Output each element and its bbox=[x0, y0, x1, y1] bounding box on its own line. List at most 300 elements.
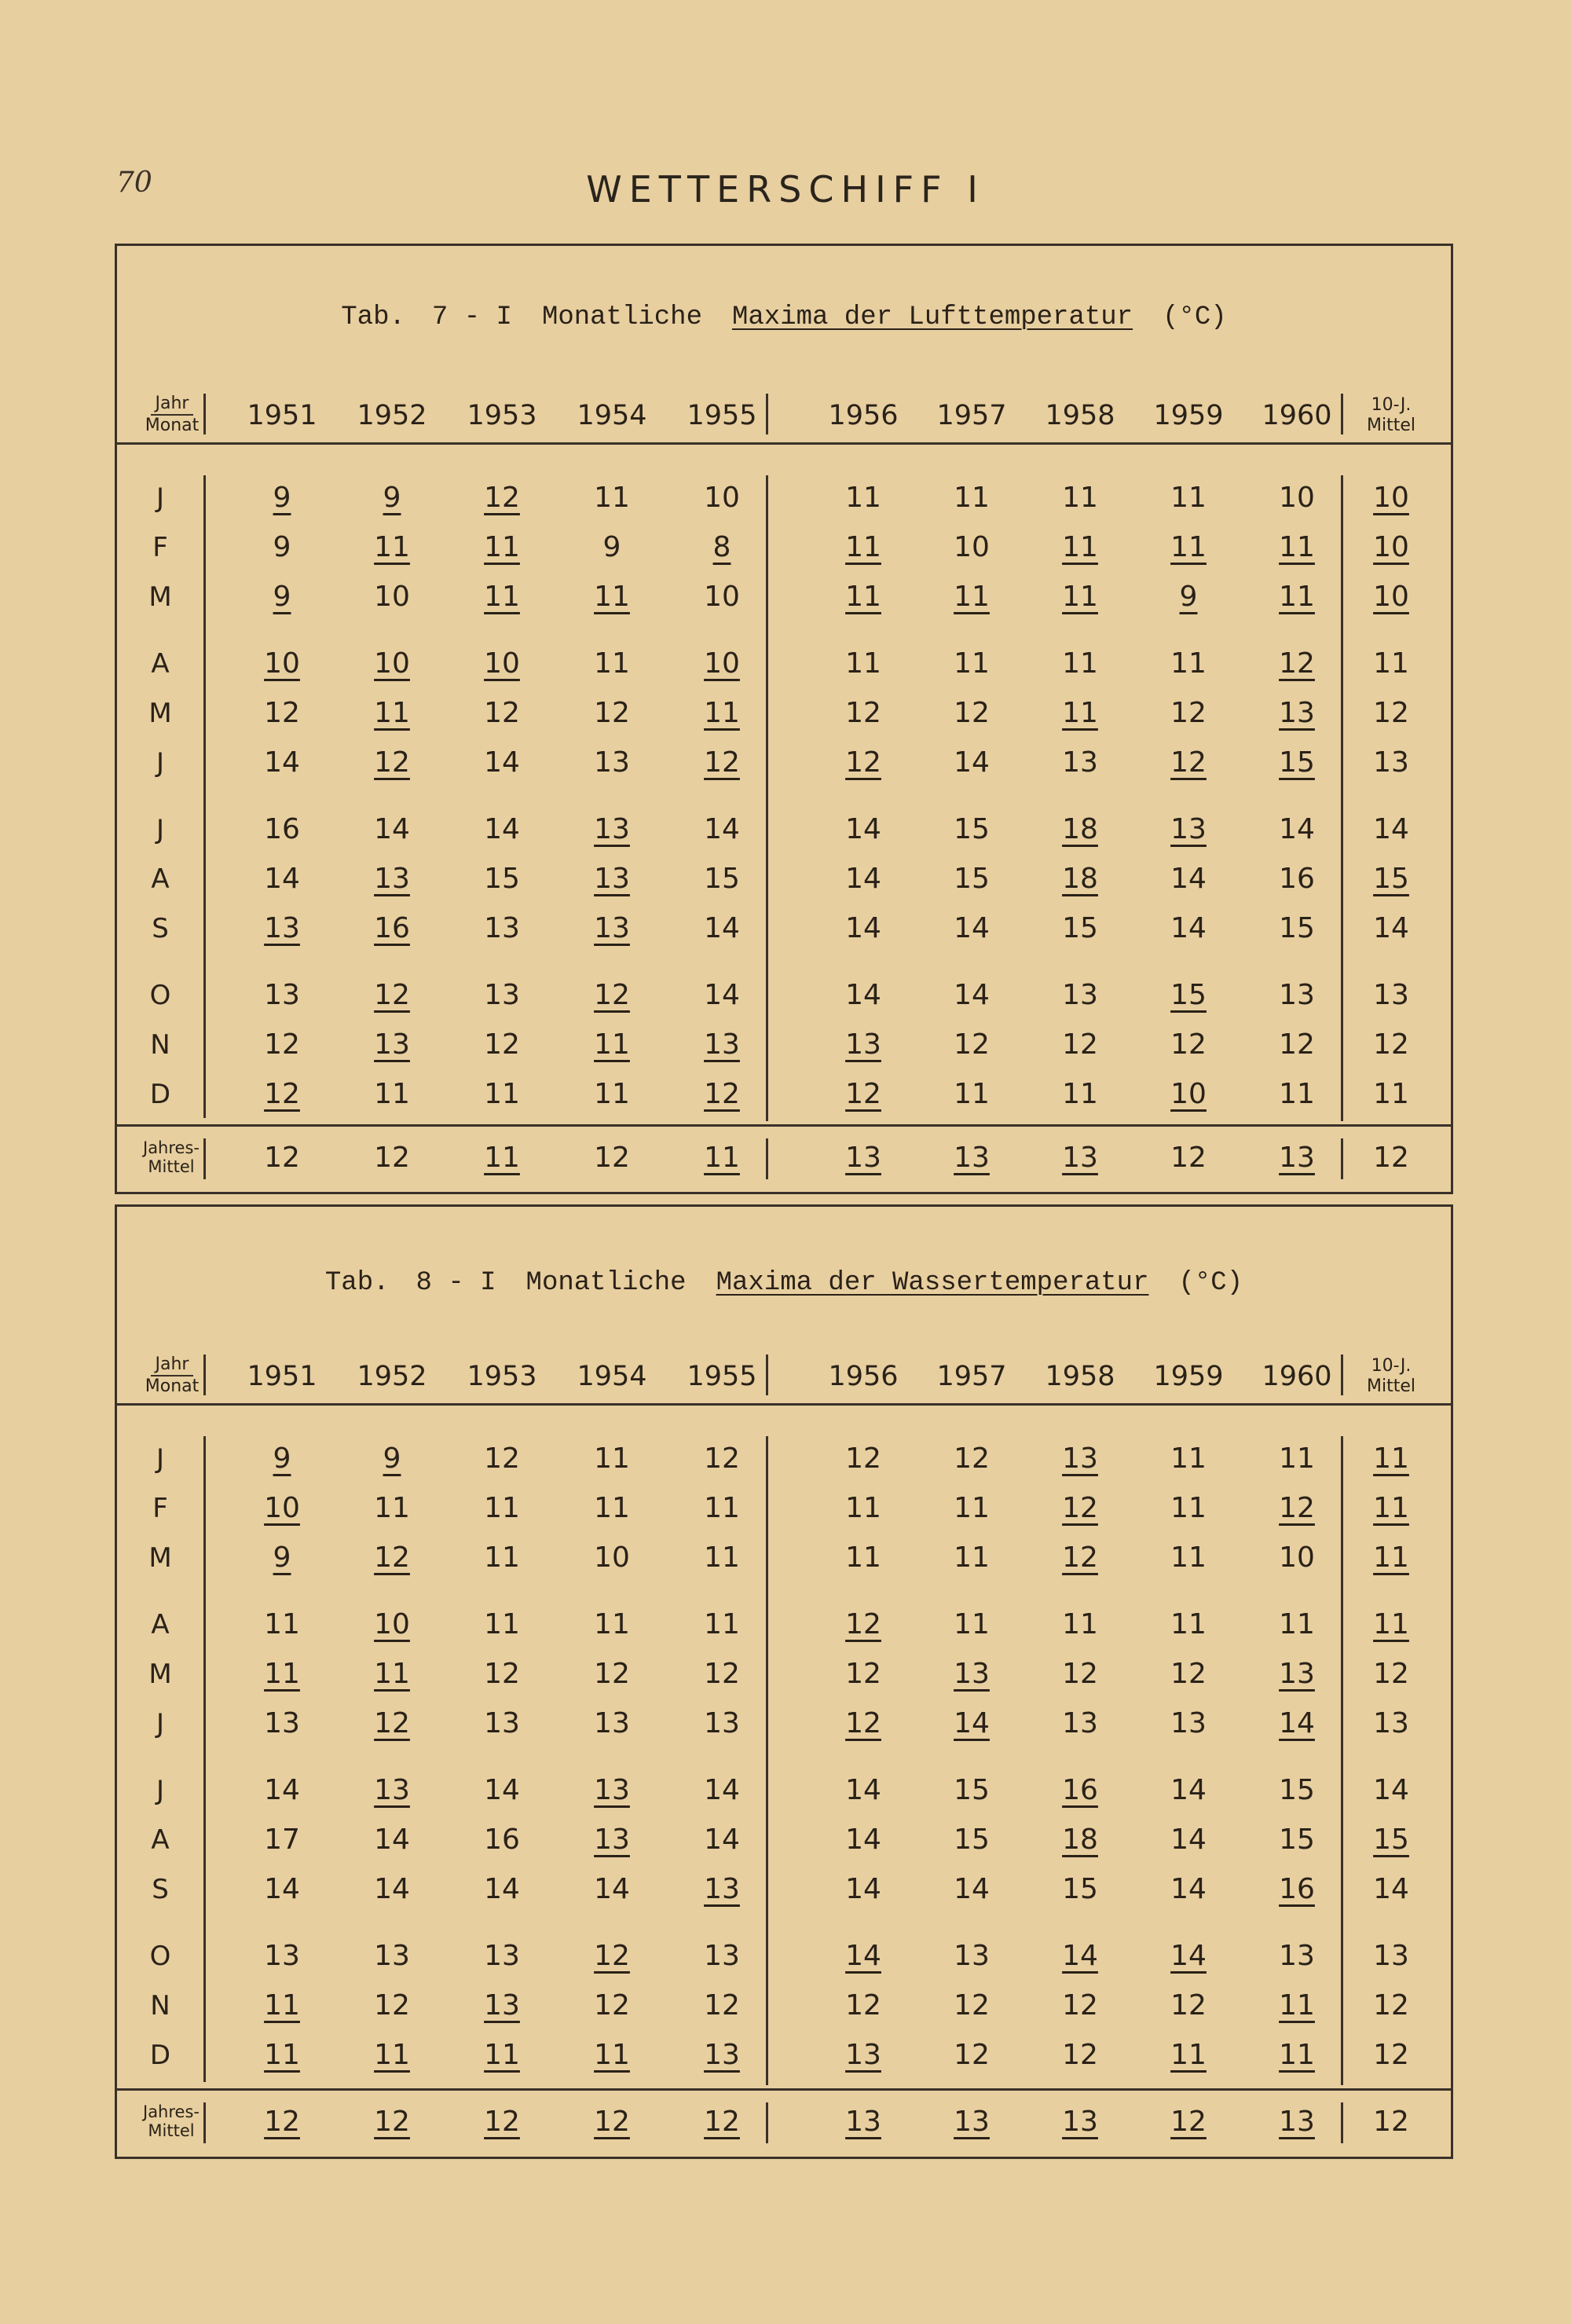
year-header-row bbox=[117, 1353, 1451, 1400]
annual-mean-value: 13 bbox=[1279, 2106, 1315, 2138]
caption-unit: (°C) bbox=[1163, 302, 1227, 332]
value-cell: 11 bbox=[374, 1492, 410, 1524]
value-cell: 11 bbox=[845, 581, 881, 613]
value-cell: 14 bbox=[1170, 1824, 1207, 1856]
table-row bbox=[117, 1484, 1451, 1533]
value-cell: 13 bbox=[374, 1940, 410, 1972]
month-label: A bbox=[151, 863, 170, 895]
value-cell: 11 bbox=[594, 2039, 630, 2071]
value-cell: 11 bbox=[704, 1541, 740, 1574]
value-cell: 11 bbox=[264, 1658, 300, 1690]
value-cell: 11 bbox=[1170, 2039, 1207, 2071]
header-rule bbox=[117, 442, 1451, 445]
value-cell: 11 bbox=[1279, 581, 1315, 613]
month-label: M bbox=[148, 1542, 172, 1574]
value-cell: 10 bbox=[704, 581, 740, 613]
header-monat: Monat bbox=[145, 1376, 200, 1396]
table-row bbox=[117, 1699, 1451, 1748]
value-cell: 11 bbox=[374, 2039, 410, 2071]
value-cell: 14 bbox=[704, 912, 740, 944]
month-label: O bbox=[149, 1941, 171, 1972]
value-cell: 13 bbox=[594, 912, 630, 944]
value-cell: 11 bbox=[594, 581, 630, 613]
value-cell: 13 bbox=[594, 1824, 630, 1856]
month-label: J bbox=[156, 1775, 165, 1806]
year-header: 1958 bbox=[1045, 1361, 1115, 1392]
value-cell: 11 bbox=[954, 1608, 990, 1640]
month-label: A bbox=[151, 1824, 170, 1856]
value-cell: 11 bbox=[594, 1442, 630, 1475]
value-cell: 12 bbox=[1062, 1492, 1098, 1524]
value-cell: 18 bbox=[1062, 1824, 1098, 1856]
annual-mean-value: 13 bbox=[1279, 1142, 1315, 1174]
value-cell: 13 bbox=[594, 1707, 630, 1739]
value-cell: 14 bbox=[1279, 1707, 1315, 1739]
value-cell: 14 bbox=[594, 1873, 630, 1905]
value-cell: 11 bbox=[1170, 1442, 1207, 1475]
value-cell: 14 bbox=[704, 1824, 740, 1856]
value-cell: 11 bbox=[1170, 531, 1207, 563]
table-row bbox=[117, 573, 1451, 621]
value-cell: 14 bbox=[264, 1774, 300, 1806]
value-cell: 11 bbox=[374, 531, 410, 563]
table-row bbox=[117, 904, 1451, 953]
value-cell: 11 bbox=[484, 2039, 520, 2071]
value-cell: 14 bbox=[845, 1824, 881, 1856]
table-7-panel bbox=[115, 244, 1453, 1194]
year-header: 1959 bbox=[1153, 1361, 1224, 1392]
mean-cell: 11 bbox=[1373, 647, 1409, 680]
mean-cell: 13 bbox=[1373, 746, 1409, 779]
mean-cell: 13 bbox=[1373, 1940, 1409, 1972]
value-cell: 10 bbox=[954, 531, 990, 563]
value-cell: 12 bbox=[1062, 1658, 1098, 1690]
month-label: S bbox=[152, 1874, 169, 1905]
annual-mean-value: 13 bbox=[954, 1142, 990, 1174]
value-cell: 12 bbox=[1170, 1658, 1207, 1690]
value-cell: 11 bbox=[1279, 1442, 1315, 1475]
month-label: J bbox=[156, 1443, 165, 1475]
value-cell: 12 bbox=[704, 1442, 740, 1475]
value-cell: 15 bbox=[484, 863, 520, 895]
value-cell: 12 bbox=[1279, 1492, 1315, 1524]
mean-cell: 11 bbox=[1373, 1608, 1409, 1640]
value-cell: 11 bbox=[1062, 581, 1098, 613]
value-cell: 13 bbox=[1279, 1658, 1315, 1690]
value-cell: 9 bbox=[273, 482, 291, 514]
value-cell: 11 bbox=[1062, 531, 1098, 563]
value-cell: 15 bbox=[1279, 1774, 1315, 1806]
table-row bbox=[117, 855, 1451, 904]
value-cell: 11 bbox=[484, 1492, 520, 1524]
value-cell: 11 bbox=[264, 1608, 300, 1640]
value-cell: 11 bbox=[594, 647, 630, 680]
value-cell: 11 bbox=[484, 581, 520, 613]
value-cell: 13 bbox=[484, 1989, 520, 2022]
value-cell: 14 bbox=[845, 813, 881, 845]
value-cell: 14 bbox=[1170, 1873, 1207, 1905]
value-cell: 9 bbox=[273, 1442, 291, 1475]
year-header: 1956 bbox=[828, 400, 899, 431]
year-header: 1954 bbox=[577, 400, 647, 431]
value-cell: 11 bbox=[484, 531, 520, 563]
table-row bbox=[117, 1865, 1451, 1914]
mean-header-line2: Mittel bbox=[1367, 416, 1415, 435]
value-cell: 14 bbox=[704, 813, 740, 845]
value-cell: 13 bbox=[1062, 979, 1098, 1011]
value-cell: 14 bbox=[1170, 1774, 1207, 1806]
value-cell: 12 bbox=[845, 697, 881, 729]
value-cell: 13 bbox=[704, 1028, 740, 1061]
month-label: M bbox=[148, 1659, 172, 1690]
month-label: F bbox=[152, 1493, 168, 1524]
value-cell: 10 bbox=[484, 647, 520, 680]
year-header-row bbox=[117, 392, 1451, 439]
value-cell: 14 bbox=[484, 1774, 520, 1806]
value-cell: 15 bbox=[1062, 1873, 1098, 1905]
value-cell: 12 bbox=[374, 979, 410, 1011]
header-jahr: Jahr bbox=[151, 1354, 194, 1376]
value-cell: 13 bbox=[374, 1028, 410, 1061]
value-cell: 13 bbox=[484, 912, 520, 944]
value-cell: 12 bbox=[954, 1989, 990, 2022]
caption-number: 7 - I bbox=[431, 302, 512, 332]
mean-cell: 12 bbox=[1373, 1028, 1409, 1061]
value-cell: 12 bbox=[845, 1442, 881, 1475]
value-cell: 12 bbox=[374, 1541, 410, 1574]
month-label: N bbox=[150, 1029, 170, 1061]
value-cell: 14 bbox=[954, 1707, 990, 1739]
value-cell: 10 bbox=[1279, 482, 1315, 514]
value-cell: 13 bbox=[954, 1940, 990, 1972]
value-cell: 16 bbox=[264, 813, 300, 845]
value-cell: 12 bbox=[954, 1442, 990, 1475]
value-cell: 9 bbox=[383, 1442, 401, 1475]
value-cell: 12 bbox=[1170, 746, 1207, 779]
value-cell: 12 bbox=[1279, 647, 1315, 680]
value-cell: 11 bbox=[954, 581, 990, 613]
annual-mean-value: 13 bbox=[1062, 1142, 1098, 1174]
value-cell: 12 bbox=[264, 697, 300, 729]
value-cell: 12 bbox=[1062, 1541, 1098, 1574]
month-label: O bbox=[149, 980, 171, 1011]
mean-cell: 15 bbox=[1373, 1824, 1409, 1856]
table-caption bbox=[117, 302, 1451, 332]
value-cell: 15 bbox=[1279, 746, 1315, 779]
value-cell: 10 bbox=[594, 1541, 630, 1574]
value-cell: 11 bbox=[594, 482, 630, 514]
footer-rule bbox=[117, 1124, 1451, 1127]
month-label: F bbox=[152, 532, 168, 563]
month-label: S bbox=[152, 913, 169, 944]
value-cell: 12 bbox=[1170, 697, 1207, 729]
value-cell: 10 bbox=[374, 647, 410, 680]
value-cell: 11 bbox=[1062, 482, 1098, 514]
value-cell: 15 bbox=[1170, 979, 1207, 1011]
caption-prefix: Monatliche bbox=[541, 302, 702, 332]
table-row bbox=[117, 805, 1451, 854]
table-row bbox=[117, 1981, 1451, 2030]
mean-cell: 14 bbox=[1373, 1774, 1409, 1806]
annual-mean-value: 12 bbox=[264, 1142, 300, 1174]
table-row bbox=[117, 640, 1451, 688]
value-cell: 12 bbox=[1279, 1028, 1315, 1061]
table-row bbox=[117, 689, 1451, 738]
value-cell: 12 bbox=[484, 1442, 520, 1475]
value-cell: 15 bbox=[954, 1774, 990, 1806]
value-cell: 13 bbox=[264, 1940, 300, 1972]
year-header: 1951 bbox=[247, 400, 317, 431]
value-cell: 13 bbox=[704, 1940, 740, 1972]
year-header: 1953 bbox=[467, 400, 537, 431]
value-cell: 12 bbox=[594, 1989, 630, 2022]
mean-cell: 10 bbox=[1373, 531, 1409, 563]
value-cell: 12 bbox=[594, 1940, 630, 1972]
value-cell: 14 bbox=[845, 863, 881, 895]
value-cell: 11 bbox=[845, 647, 881, 680]
value-cell: 11 bbox=[954, 1541, 990, 1574]
value-cell: 11 bbox=[594, 1028, 630, 1061]
value-cell: 12 bbox=[264, 1028, 300, 1061]
value-cell: 16 bbox=[484, 1824, 520, 1856]
mean-header-line2: Mittel bbox=[1367, 1376, 1415, 1396]
value-cell: 10 bbox=[1170, 1078, 1207, 1110]
value-cell: 12 bbox=[484, 697, 520, 729]
value-cell: 10 bbox=[264, 1492, 300, 1524]
value-cell: 11 bbox=[484, 1078, 520, 1110]
annual-mean-value: 12 bbox=[1373, 2106, 1409, 2138]
year-header: 1956 bbox=[828, 1361, 899, 1392]
value-cell: 12 bbox=[845, 1608, 881, 1640]
value-cell: 12 bbox=[954, 1028, 990, 1061]
value-cell: 13 bbox=[594, 813, 630, 845]
table-row bbox=[117, 739, 1451, 787]
annual-mean-value: 12 bbox=[1170, 2106, 1207, 2138]
value-cell: 10 bbox=[374, 1608, 410, 1640]
annual-mean-row bbox=[117, 1134, 1451, 1182]
value-cell: 10 bbox=[1279, 1541, 1315, 1574]
annual-mean-label-line1: Jahres- bbox=[143, 2102, 200, 2121]
value-cell: 12 bbox=[594, 697, 630, 729]
month-label: D bbox=[149, 1079, 171, 1110]
value-cell: 11 bbox=[1170, 647, 1207, 680]
value-cell: 14 bbox=[845, 1774, 881, 1806]
value-cell: 12 bbox=[845, 746, 881, 779]
value-cell: 13 bbox=[594, 1774, 630, 1806]
year-header: 1953 bbox=[467, 1361, 537, 1392]
value-cell: 14 bbox=[1279, 813, 1315, 845]
caption-subject: Maxima der Wassertemperatur bbox=[716, 1268, 1149, 1298]
value-cell: 14 bbox=[374, 1873, 410, 1905]
value-cell: 13 bbox=[1279, 1940, 1315, 1972]
annual-mean-value: 11 bbox=[704, 1142, 740, 1174]
annual-mean-value: 12 bbox=[374, 2106, 410, 2138]
value-cell: 11 bbox=[484, 1541, 520, 1574]
annual-mean-value: 12 bbox=[594, 2106, 630, 2138]
value-cell: 15 bbox=[954, 863, 990, 895]
mean-cell: 11 bbox=[1373, 1492, 1409, 1524]
value-cell: 9 bbox=[273, 1541, 291, 1574]
value-cell: 16 bbox=[1279, 1873, 1315, 1905]
value-cell: 12 bbox=[264, 1078, 300, 1110]
value-cell: 13 bbox=[594, 863, 630, 895]
value-cell: 11 bbox=[594, 1078, 630, 1110]
annual-mean-value: 12 bbox=[1170, 1142, 1207, 1174]
mean-cell: 11 bbox=[1373, 1078, 1409, 1110]
header-rule bbox=[117, 1403, 1451, 1406]
value-cell: 14 bbox=[954, 979, 990, 1011]
value-cell: 16 bbox=[374, 912, 410, 944]
month-label: J bbox=[156, 814, 165, 845]
value-cell: 12 bbox=[845, 1989, 881, 2022]
value-cell: 12 bbox=[704, 1658, 740, 1690]
year-header: 1960 bbox=[1262, 400, 1332, 431]
mean-cell: 12 bbox=[1373, 1989, 1409, 2022]
value-cell: 11 bbox=[845, 482, 881, 514]
table-row bbox=[117, 523, 1451, 572]
value-cell: 12 bbox=[845, 1658, 881, 1690]
value-cell: 9 bbox=[383, 482, 401, 514]
value-cell: 12 bbox=[374, 746, 410, 779]
value-cell: 12 bbox=[594, 1658, 630, 1690]
value-cell: 12 bbox=[704, 1989, 740, 2022]
value-cell: 8 bbox=[712, 531, 731, 563]
value-cell: 14 bbox=[845, 1940, 881, 1972]
value-cell: 14 bbox=[264, 863, 300, 895]
table-row bbox=[117, 1766, 1451, 1815]
value-cell: 13 bbox=[845, 2039, 881, 2071]
value-cell: 11 bbox=[1170, 1608, 1207, 1640]
value-cell: 13 bbox=[264, 912, 300, 944]
table-row bbox=[117, 1070, 1451, 1119]
mean-cell: 10 bbox=[1373, 581, 1409, 613]
value-cell: 12 bbox=[484, 1028, 520, 1061]
year-header: 1957 bbox=[936, 1361, 1007, 1392]
value-cell: 14 bbox=[264, 746, 300, 779]
value-cell: 11 bbox=[1170, 1492, 1207, 1524]
value-cell: 13 bbox=[1062, 1707, 1098, 1739]
value-cell: 11 bbox=[1170, 1541, 1207, 1574]
value-cell: 14 bbox=[484, 1873, 520, 1905]
value-cell: 9 bbox=[1179, 581, 1198, 613]
footer-rule bbox=[117, 2088, 1451, 2091]
value-cell: 11 bbox=[704, 697, 740, 729]
value-cell: 13 bbox=[1170, 813, 1207, 845]
value-cell: 13 bbox=[484, 1940, 520, 1972]
value-cell: 11 bbox=[845, 1492, 881, 1524]
value-cell: 14 bbox=[845, 979, 881, 1011]
table-8-panel bbox=[115, 1204, 1453, 2159]
value-cell: 13 bbox=[845, 1028, 881, 1061]
month-label: M bbox=[148, 581, 172, 613]
value-cell: 13 bbox=[264, 979, 300, 1011]
value-cell: 12 bbox=[954, 697, 990, 729]
month-label: N bbox=[150, 1990, 170, 2022]
month-label: J bbox=[156, 1708, 165, 1739]
year-header: 1951 bbox=[247, 1361, 317, 1392]
year-header: 1955 bbox=[687, 1361, 757, 1392]
value-cell: 10 bbox=[704, 647, 740, 680]
value-cell: 13 bbox=[954, 1658, 990, 1690]
year-header: 1952 bbox=[357, 400, 427, 431]
mean-header-line1: 10-J. bbox=[1371, 1356, 1412, 1376]
value-cell: 11 bbox=[374, 697, 410, 729]
value-cell: 12 bbox=[1170, 1989, 1207, 2022]
mean-cell: 13 bbox=[1373, 1707, 1409, 1739]
value-cell: 12 bbox=[1062, 1989, 1098, 2022]
value-cell: 14 bbox=[264, 1873, 300, 1905]
value-cell: 11 bbox=[954, 482, 990, 514]
header-monat: Monat bbox=[145, 416, 200, 435]
annual-mean-label bbox=[120, 1138, 222, 1176]
month-label: A bbox=[151, 648, 170, 680]
value-cell: 10 bbox=[704, 482, 740, 514]
value-cell: 13 bbox=[374, 1774, 410, 1806]
caption-tab: Tab. bbox=[324, 1268, 390, 1298]
value-cell: 11 bbox=[1279, 531, 1315, 563]
mean-cell: 13 bbox=[1373, 979, 1409, 1011]
value-cell: 12 bbox=[374, 1707, 410, 1739]
annual-mean-label-line2: Mittel bbox=[148, 1157, 195, 1176]
value-cell: 15 bbox=[954, 1824, 990, 1856]
value-cell: 15 bbox=[1279, 912, 1315, 944]
annual-mean-value: 13 bbox=[845, 2106, 881, 2138]
year-header: 1955 bbox=[687, 400, 757, 431]
value-cell: 13 bbox=[484, 1707, 520, 1739]
month-label: D bbox=[149, 2040, 171, 2071]
value-cell: 14 bbox=[1170, 1940, 1207, 1972]
value-cell: 11 bbox=[1279, 2039, 1315, 2071]
value-cell: 14 bbox=[954, 746, 990, 779]
value-cell: 13 bbox=[1062, 746, 1098, 779]
value-cell: 9 bbox=[273, 531, 291, 563]
value-cell: 11 bbox=[704, 1492, 740, 1524]
annual-mean-value: 12 bbox=[1373, 1142, 1409, 1174]
value-cell: 14 bbox=[845, 912, 881, 944]
value-cell: 11 bbox=[1062, 697, 1098, 729]
value-cell: 10 bbox=[264, 647, 300, 680]
mean-cell: 15 bbox=[1373, 863, 1409, 895]
value-cell: 14 bbox=[374, 813, 410, 845]
value-cell: 11 bbox=[1170, 482, 1207, 514]
caption-unit: (°C) bbox=[1178, 1268, 1243, 1298]
year-header: 1952 bbox=[357, 1361, 427, 1392]
mean-header bbox=[1336, 395, 1446, 436]
annual-mean-label-line1: Jahres- bbox=[143, 1138, 200, 1157]
value-cell: 13 bbox=[704, 1873, 740, 1905]
value-cell: 11 bbox=[1279, 1078, 1315, 1110]
table-row bbox=[117, 1600, 1451, 1649]
value-cell: 11 bbox=[1062, 1078, 1098, 1110]
table-row bbox=[117, 474, 1451, 522]
value-cell: 14 bbox=[704, 979, 740, 1011]
value-cell: 12 bbox=[594, 979, 630, 1011]
value-cell: 13 bbox=[374, 863, 410, 895]
table-row bbox=[117, 1021, 1451, 1069]
annual-mean-value: 12 bbox=[704, 2106, 740, 2138]
value-cell: 11 bbox=[1062, 1608, 1098, 1640]
caption-tab: Tab. bbox=[341, 302, 405, 332]
value-cell: 18 bbox=[1062, 863, 1098, 895]
mean-header-line1: 10-J. bbox=[1371, 395, 1412, 415]
value-cell: 11 bbox=[954, 1078, 990, 1110]
annual-mean-value: 13 bbox=[1062, 2106, 1098, 2138]
value-cell: 12 bbox=[845, 1078, 881, 1110]
value-cell: 14 bbox=[845, 1873, 881, 1905]
year-header: 1960 bbox=[1262, 1361, 1332, 1392]
value-cell: 12 bbox=[1062, 1028, 1098, 1061]
value-cell: 12 bbox=[954, 2039, 990, 2071]
